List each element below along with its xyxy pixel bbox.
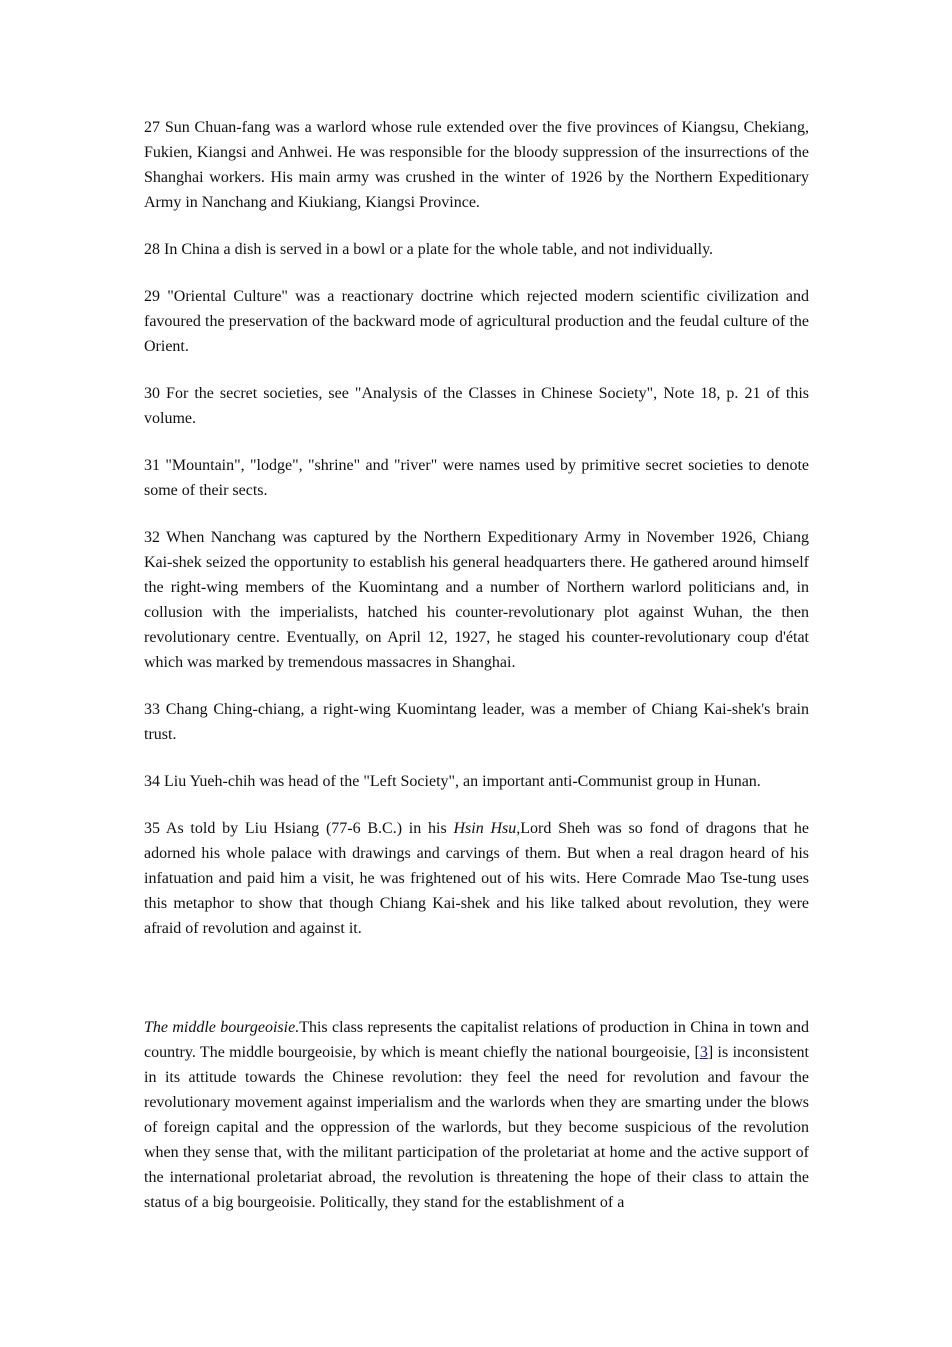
reference-link-3[interactable]: 3 [699, 1044, 708, 1061]
paragraph-text-start: This class represents the capitalist relations of production in China in town and country. The middle bourgeoisie, by which is meant chiefly the national bourgeoisie, [ [144, 1019, 810, 1061]
footnote-33: 33 Chang Ching-chiang, a right-wing Kuomintang leader, was a member of Chiang Kai-shek's brain trust. [144, 701, 809, 743]
footnote-28: 28 In China a dish is served in a bowl or a plate for the whole table, and not individually. [144, 241, 714, 258]
footnote-32: 32 When Nanchang was captured by the Northern Expeditionary Army in November 1926, Chiang Kai-shek seized the opportunity to establish his general headquarters there. He gathered around himself the right-wing members of the Kuomintang and a number of Northern warlord politicians and, in collusion with the imperialists, hatched his counter-revolutionary plot against Wuhan, the then revolutionary centre. Eventually, on April 12, 1927, he staged his counter-revolutionary coup d'état which was marked by tremendous massacres in Shanghai. [144, 529, 809, 671]
footnote-30: 30 For the secret societies, see "Analysis of the Classes in Chinese Society", Note 18, p. 21 of this volume. [144, 385, 809, 427]
footnote-35-rest: Lord Sheh was so fond of dragons that he adorned his whole palace with drawings and carvings of them. But when a real dragon heard of his infatuation and paid him a visit, he was frightened out of his wits. Here Comrade Mao Tse-tung uses this metaphor to show that though Chiang Kai-shek and his like talked about revolution, they were afraid of revolution and against it. [144, 820, 810, 937]
section-gap [144, 963, 809, 1015]
footnote-29: 29 "Oriental Culture" was a reactionary doctrine which rejected modern scientific civilization and favoured the preservation of the backward mode of agricultural production and the feudal culture of the Orient. [144, 288, 809, 355]
paragraph-italic-heading: The middle bourgeoisie. [144, 1019, 300, 1036]
body-paragraph-middle-bourgeoisie [144, 1015, 809, 1215]
footnote-31: 31 "Mountain", "lodge", "shrine" and "river" were names used by primitive secret societies to denote some of their sects. [144, 457, 809, 499]
footnote-27: 27 Sun Chuan-fang was a warlord whose rule extended over the five provinces of Kiangsu, Chekiang, Fukien, Kiangsi and Anhwei. He was responsible for the bloody suppression of the insurrections of the Shanghai workers. His main army was crushed in the winter of 1926 by the Northern Expeditionary Army in Nanchang and Kiukiang, Kiangsi Province. [144, 119, 809, 211]
footnote-35 [144, 816, 809, 941]
paragraph-text-end: ] is inconsistent in its attitude towards the Chinese revolution: they feel the need for revolution and favour the revolutionary movement against imperialism and the warlords when they are smarting under the blows of foreign capital and the oppression of the warlords, but they become suspicious of the revolution when they sense that, with the militant participation of the proletariat at home and the active support of the international proletariat abroad, the revolution is threatening the hope of their class to attain the status of a big bourgeoisie. Politically, they stand for the establishment of a [144, 1044, 810, 1211]
book-title-hsin-hsu: Hsin Hsu, [453, 820, 521, 837]
footnote-35-lead: 35 As told by Liu Hsiang (77-6 B.C.) in his [144, 820, 454, 837]
footnote-34: 34 Liu Yueh-chih was head of the "Left Society", an important anti-Communist group in Hunan. [144, 773, 761, 790]
document-page [144, 115, 809, 1215]
